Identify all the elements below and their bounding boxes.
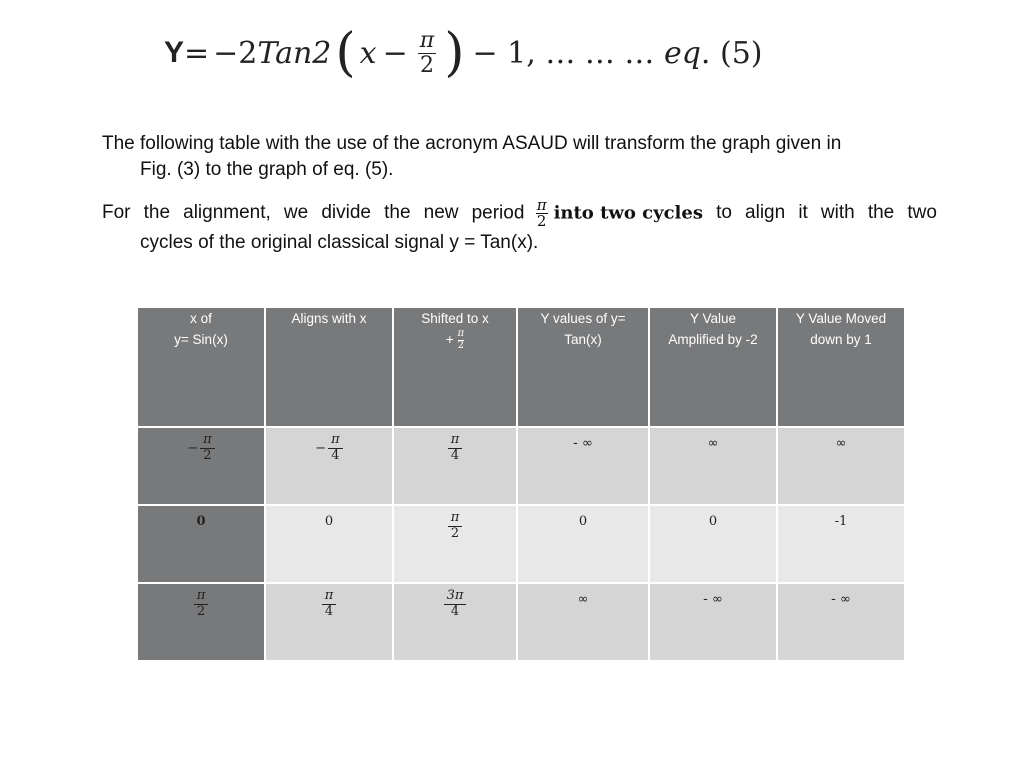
fraction <box>194 589 209 620</box>
frac-den: 2 <box>450 525 460 541</box>
cell-amplified <box>649 427 777 505</box>
header-text: x of <box>190 311 212 326</box>
cell-value: -1 <box>834 514 848 529</box>
equation-function: Tan2 <box>257 35 332 71</box>
cell-aligns <box>265 505 393 583</box>
frac-num: 3π <box>444 589 467 605</box>
frac-num: π <box>448 433 463 449</box>
paragraph-2 <box>102 196 937 256</box>
frac-num: π <box>322 589 337 605</box>
p2-frac-den: 2 <box>536 211 547 230</box>
frac-den: 4 <box>450 603 460 619</box>
cell-value: 0 <box>324 514 334 529</box>
cell-value: - ∞ <box>573 436 593 451</box>
header-text: Amplified by -2 <box>668 332 758 347</box>
cell-moved <box>777 505 905 583</box>
cell-x <box>137 505 265 583</box>
cell-value: - ∞ <box>831 592 851 607</box>
paragraph-1-line-1: The following table with the use of the acronym ASAUD will transform the graph given in <box>102 133 842 154</box>
equation-equals: = <box>184 35 210 71</box>
header-plus: + <box>445 332 454 347</box>
cell-tan <box>517 427 649 505</box>
fraction <box>448 433 463 464</box>
equation-minus: − <box>382 35 408 71</box>
p2-bold-phrase: into two cycles <box>553 202 703 224</box>
frac-den: 4 <box>450 447 460 463</box>
equation-coefficient: −2 <box>213 35 258 71</box>
table-header-row <box>137 307 905 427</box>
cell-moved <box>777 583 905 661</box>
cell-aligns <box>265 427 393 505</box>
header-x-of-sin <box>137 307 265 427</box>
open-paren: ( <box>335 23 356 83</box>
header-text: y= Sin(x) <box>174 332 228 347</box>
cell-value: - ∞ <box>703 592 723 607</box>
frac-den: 4 <box>331 447 340 463</box>
paragraph-2-line-1 <box>102 196 937 230</box>
header-frac-den: 2 <box>457 339 464 351</box>
header-y-values-tan <box>517 307 649 427</box>
cell-amplified <box>649 583 777 661</box>
frac-num: π <box>194 589 209 605</box>
equation-number: . (5) <box>700 35 763 71</box>
cell-value: ∞ <box>707 436 719 451</box>
fraction <box>448 511 463 542</box>
table-row <box>137 427 905 505</box>
p2-period-group <box>471 195 703 230</box>
header-shifted <box>393 307 517 427</box>
header-amplified <box>649 307 777 427</box>
p2-word: alignment, <box>183 202 271 223</box>
header-text: Tan(x) <box>564 332 602 347</box>
cell-value: ∞ <box>835 436 847 451</box>
cell-x <box>137 583 265 661</box>
minus-sign: − <box>315 441 327 456</box>
equation-ref: eq <box>663 35 701 71</box>
cell-value: 0 <box>708 514 718 529</box>
cell-shifted <box>393 427 517 505</box>
equation-frac-num: π <box>419 28 435 54</box>
p2-word: two <box>907 202 937 223</box>
p2-word: new <box>423 202 459 223</box>
header-text: down by 1 <box>810 332 872 347</box>
paragraph-2-line-2: cycles of the original classical signal y = Tan(x). <box>140 232 539 253</box>
cell-x <box>137 427 265 505</box>
cell-value: ∞ <box>577 592 589 607</box>
p2-word: the <box>143 202 171 223</box>
equation-tail: − 1, … … … <box>472 35 664 71</box>
cell-shifted <box>393 505 517 583</box>
p2-word: the <box>867 202 895 223</box>
close-paren: ) <box>444 23 465 83</box>
equation-variable: x <box>359 35 377 71</box>
p2-fraction <box>536 195 548 230</box>
fraction <box>444 589 467 620</box>
equation-5 <box>164 18 763 88</box>
minus-sign: − <box>187 441 199 456</box>
header-text: Y values of y= <box>540 311 626 326</box>
p2-word: it <box>798 202 808 223</box>
paragraph-1 <box>102 131 937 183</box>
p2-frac-num: π <box>536 195 547 214</box>
p2-word: with <box>820 202 855 223</box>
p2-period-word: period <box>471 202 525 224</box>
cell-moved <box>777 427 905 505</box>
cell-amplified <box>649 505 777 583</box>
cell-value: 0 <box>578 514 588 529</box>
p2-word: the <box>384 202 411 223</box>
equation-fraction <box>418 29 436 76</box>
paragraph-1-line-2: Fig. (3) to the graph of eq. (5). <box>140 159 394 180</box>
frac-den: 2 <box>196 603 206 619</box>
p2-word: For <box>102 202 131 223</box>
equation-y-label: Y <box>164 36 185 69</box>
p2-word: divide <box>321 202 371 223</box>
header-frac-num: π <box>457 328 465 340</box>
cell-value: 0 <box>196 514 206 529</box>
header-fraction <box>458 329 465 351</box>
fraction <box>200 433 215 464</box>
fraction <box>322 589 337 620</box>
cell-tan <box>517 583 649 661</box>
header-aligns-with-x <box>265 307 393 427</box>
equation-frac-den: 2 <box>419 52 434 78</box>
cell-shifted <box>393 583 517 661</box>
header-text: Y Value <box>689 311 737 326</box>
p2-word: to <box>716 202 732 223</box>
header-shift-amount <box>394 329 516 351</box>
frac-num: π <box>328 433 343 449</box>
p2-word: align <box>745 202 786 223</box>
frac-num: π <box>448 511 463 527</box>
asaud-table <box>136 306 906 662</box>
cell-aligns <box>265 583 393 661</box>
header-text: Y Value Moved <box>795 311 887 326</box>
frac-num: π <box>200 433 215 449</box>
frac-den: 2 <box>203 447 212 463</box>
header-text: Shifted to x <box>421 311 489 326</box>
fraction <box>328 433 343 464</box>
header-moved-down <box>777 307 905 427</box>
p2-word: we <box>283 202 309 223</box>
frac-den: 4 <box>324 603 334 619</box>
table-row <box>137 583 905 661</box>
cell-tan <box>517 505 649 583</box>
header-text: Aligns with x <box>291 311 367 326</box>
table-row <box>137 505 905 583</box>
